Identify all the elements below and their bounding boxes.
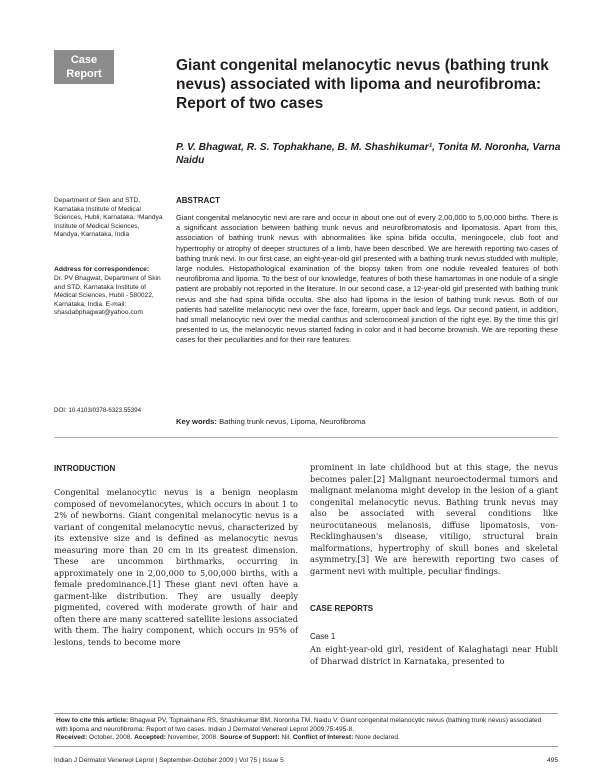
badge-line1: Case (70, 54, 98, 66)
cite-label: How to cite this article: (56, 717, 129, 724)
support-label: Source of Support: (219, 734, 280, 742)
article-title: Giant congenital melanocytic nevus (bathing trunk nevus) associated with lipoma and neurofibroma: Report of two cases (176, 57, 549, 112)
badge-line2: Report (66, 68, 102, 80)
page-number: 495 (546, 757, 558, 764)
support-value: Nil. (281, 734, 291, 742)
case-reports-heading: CASE REPORTS (310, 604, 374, 613)
abstract-heading: ABSTRACT (176, 196, 220, 205)
section-divider (54, 437, 558, 438)
case1-text: An eight-year-old girl, resident of Kalaghatagi near Hubli of Dharwad district in Karnataka, presented to (310, 644, 558, 666)
right-column-text: prominent in late childhood but at this stage, the nevus becomes paler.[2] Malignant neuroectodermal tumors and malignant melanoma might develop in the lesion of a giant congenital melanocytic nevus. Bathing trunk nevus may also be associated with several conditions like neurocutaneous melanosis, diffuse lipomatosis, von-Recklinghausen's disease, vitiligo, structural brain malformations, hypertrophy of skull bones and skeletal asymmetry.[3] We are herewith reporting two cases of garment nevi with multiple, peculiar findings. (310, 462, 558, 576)
received-label: Received: (56, 734, 88, 742)
keywords-label: Key words: (176, 417, 217, 426)
intro-heading: INTRODUCTION (54, 464, 116, 473)
address-heading: Address for correspondence: (54, 266, 150, 273)
cite-text: Bhagwat PV, Tophakhane RS, Shashikumar BM, Noronha TM, Naidu V. Giant congenital melanocytic nevus (bathing trunk nevus) associated with lipoma and neurofibroma: Report of two cases. Indian J Dermatol Venereol Leprol 2009;75:495-8. (56, 717, 542, 733)
affiliation: Department of Skin and STD, Karnataka Institute of Medical Sciences, Hubli, Karnataka, ¹Mandya Institute of Medical Sciences, Mandya, Karnataka, India (54, 197, 163, 238)
case1-heading: Case 1 (310, 632, 336, 641)
citation-box (54, 713, 558, 747)
case-report-badge (54, 50, 114, 84)
doi: DOI: 10.4103/0378-6323.55394 (54, 407, 142, 414)
abstract-text: Giant congenital melanocytic nevi are rare and occur in about one out of every 2,00,000 to 5,00,000 births. There is a significant association between bathing trunk nevus and neurofibromatosis and lipomatosis. Apart from this, association of bathing trunk nevus with abnormalities like spina bifida occulta, meningocele, club foot and hypertrophy or atrophy of deeper structures of a limb, have been described. We are herewith reporting two cases of bathing trunk nevi. In our first case, an eight-year-old girl presented with a bathing trunk nevus studded with multiple, large nodules. Histopathological examination of the biopsy taken from one nodule revealed features of both neurofibroma and lipoma. To the best of our knowledge, features of both these hamartomas in one nodule of a single patient are probably not reported in the literature. In our second case, a 12-year-old girl presented with bathing trunk nevus and she had spina bifida occulta. She also had lipoma in the lesion of bathing trunk nevus. Both of our patients had satellite melanocytic nevi over the face, forearm, upper back and legs. Our second patient, in addition, had small melanocytic nevi over the medial canthus and sclerocorneal junction of the right eye. By the time this girl presented to us, the melanocytic nevus started fading in color and it had become brownish. We are reporting these cases for their peculiarities and for their rare features. (176, 213, 558, 345)
conflict-value: None declared. (355, 734, 400, 742)
authors: P. V. Bhagwat, R. S. Tophakhane, B. M. Shashikumar¹, Tonita M. Noronha, Varna Naidu (176, 142, 561, 166)
keywords-text: Bathing trunk nevus, Lipoma, Neurofibroma (219, 417, 366, 426)
conflict-label: Conflict of Interest: (292, 734, 354, 742)
keywords (176, 417, 558, 426)
accepted-label: Accepted: (134, 734, 166, 742)
intro-text: Congenital melanocytic nevus is a benign neoplasm composed of nevomelanocytes, which occurs in about 1 to 2% of newborns. Giant congenital melanocytic nevus is a variant of congenital melanocytic nevus, characterized by its extensive size and is defined as melanocytic nevus measuring more than 20 cm in its greatest dimension. These are uncommon birthmarks, occurring in approximately one in 2,00,000 to 5,00,000 births, with a female predominance.[1] These giant nevi often have a garment-like distribution. They are usually deeply pigmented, covered with moderate growth of hair and often there are many scattered satellite lesions associated with them. The hairy component, which occurs in 95% of lesions, tends to become more (54, 487, 298, 647)
footer-journal: Indian J Dermatol Venereol Leprol | September-October 2009 | Vol 75 | Issue 5 (54, 757, 284, 764)
address-text: Dr. PV Bhagwat, Department of Skin and STD, Karnataka Institute of Medical Sciences, Hubli - 580022, Karnataka, India. E-mail: shasdabphagwat@yahoo.com (54, 275, 161, 316)
received-value: October, 2008. (89, 734, 133, 742)
accepted-value: November, 2008. (167, 734, 219, 742)
